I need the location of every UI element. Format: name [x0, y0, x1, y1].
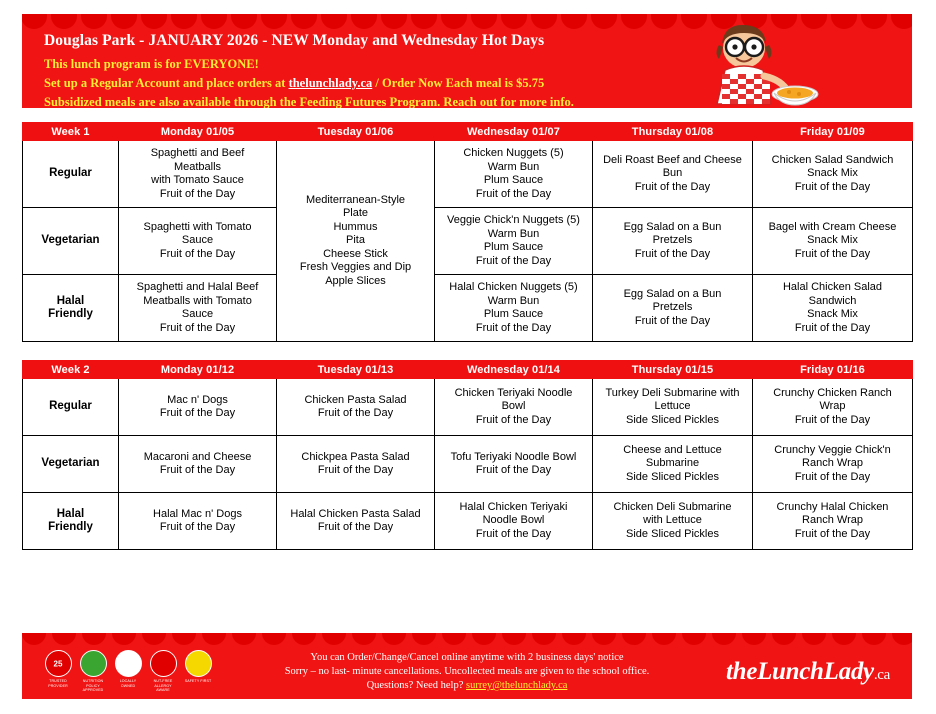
row-label-vegetarian: Vegetarian [23, 436, 119, 493]
menu-cell: Chicken Teriyaki Noodle Bowl Fruit of the Day [435, 379, 593, 436]
menu-cell: Macaroni and Cheese Fruit of the Day [119, 436, 277, 493]
menu-cell: Halal Chicken Salad Sandwich Snack Mix Fruit of the Day [753, 275, 913, 342]
menu-cell: Chickpea Pasta Salad Fruit of the Day [277, 436, 435, 493]
table-row [23, 436, 913, 493]
row-label-halal-friendly: Halal Friendly [23, 493, 119, 550]
week1-header-row [23, 123, 913, 141]
footer-line-1: You can Order/Change/Cancel online anytime with 2 business days' notice [310, 652, 624, 663]
footer-line-2: Sorry – no last- minute cancellations. Uncollected meals are given to the school office. [284, 666, 650, 677]
trusted-provider-icon: 25 [45, 650, 72, 677]
table-row [23, 493, 913, 550]
week2-header-monday: Monday 01/12 [119, 361, 277, 379]
menu-cell: Halal Chicken Nuggets (5) Warm Bun Plum Sauce Fruit of the Day [435, 275, 593, 342]
menu-cell: Chicken Salad Sandwich Snack Mix Fruit of the Day [753, 141, 913, 208]
page-title: Douglas Park - JANUARY 2026 - NEW Monday and Wednesday Hot Days [44, 32, 545, 49]
header-subtitle: This lunch program is for EVERYONE! [44, 57, 259, 71]
locally-owned-icon [115, 650, 142, 677]
table-row [23, 275, 913, 342]
trusted-provider-badge [44, 650, 72, 692]
week1-header-tuesday: Tuesday 01/06 [277, 123, 435, 141]
menu-cell: Chicken Deli Submarine with Lettuce Side Sliced Pickles [593, 493, 753, 550]
nut-free-allergy-aware-badge [149, 650, 177, 692]
menu-cell: Egg Salad on a Bun Pretzels Fruit of the Day [593, 275, 753, 342]
lunchlady-logo [726, 658, 890, 686]
menu-cell-tuesday-merged: Mediterranean-Style Plate Hummus Pita Cheese Stick Fresh Veggies and Dip Apple Slices [277, 141, 435, 342]
nutrition-caption: NUTRITION POLICY APPROVED [82, 679, 104, 693]
safety-first-icon [185, 650, 212, 677]
header-banner [22, 14, 912, 108]
menu-cell: Chicken Pasta Salad Fruit of the Day [277, 379, 435, 436]
week2-header-friday: Friday 01/16 [753, 361, 913, 379]
week1-header-thursday: Thursday 01/08 [593, 123, 753, 141]
week2-header-row [23, 361, 913, 379]
week2-header-thursday: Thursday 01/15 [593, 361, 753, 379]
trusted-provider-caption: TRUSTED PROVIDER [48, 679, 68, 688]
footer-banner [22, 633, 912, 699]
lunch-lady-mascot-icon [692, 22, 822, 108]
menu-cell: Veggie Chick'n Nuggets (5) Warm Bun Plum Sauce Fruit of the Day [435, 208, 593, 275]
header-subsidy-line: Subsidized meals are also available through the Feeding Futures Program. Reach out for more info. [44, 95, 574, 108]
week2-header-tuesday: Tuesday 01/13 [277, 361, 435, 379]
safety-first-badge [184, 650, 212, 692]
menu-cell: Spaghetti and Beef Meatballs with Tomato Sauce Fruit of the Day [119, 141, 277, 208]
scallop-edge-decoration-footer [22, 633, 912, 646]
week2-header-wednesday: Wednesday 01/14 [435, 361, 593, 379]
week1-header-week: Week 1 [23, 123, 119, 141]
logo-tld: .ca [873, 667, 890, 683]
table-row [23, 379, 913, 436]
menu-cell: Turkey Deli Submarine with Lettuce Side Sliced Pickles [593, 379, 753, 436]
locally-owned-caption: LOCALLY OWNED [119, 679, 137, 688]
menu-cell: Chicken Nuggets (5) Warm Bun Plum Sauce Fruit of the Day [435, 141, 593, 208]
header-account-prefix: Set up a Regular Account and place orders at [44, 76, 289, 90]
week1-menu-table [22, 122, 913, 342]
nutrition-policy-approved-badge [79, 650, 107, 692]
week1-header-monday: Monday 01/05 [119, 123, 277, 141]
logo-text: theLunchLady [726, 658, 874, 685]
header-account-suffix: / Order Now Each meal is $5.75 [372, 76, 545, 90]
week2-header-week: Week 2 [23, 361, 119, 379]
menu-cell: Crunchy Chicken Ranch Wrap Fruit of the Day [753, 379, 913, 436]
menu-cell: Spaghetti and Halal Beef Meatballs with Tomato Sauce Fruit of the Day [119, 275, 277, 342]
menu-cell: Crunchy Halal Chicken Ranch Wrap Fruit of the Day [753, 493, 913, 550]
menu-cell: Halal Mac n' Dogs Fruit of the Day [119, 493, 277, 550]
certification-badges [44, 650, 219, 692]
menu-cell: Tofu Teriyaki Noodle Bowl Fruit of the Day [435, 436, 593, 493]
table-row [23, 141, 913, 208]
menu-cell: Crunchy Veggie Chick'n Ranch Wrap Fruit of the Day [753, 436, 913, 493]
thelunchlady-link[interactable]: thelunchlady.ca [288, 76, 373, 90]
locally-owned-badge [114, 650, 142, 692]
footer-policy-text [252, 651, 682, 693]
header-text-block [44, 32, 684, 108]
menu-cell: Deli Roast Beef and Cheese Bun Fruit of the Day [593, 141, 753, 208]
footer-help-prefix: Questions? Need help? [366, 680, 467, 691]
menu-cell: Halal Chicken Teriyaki Noodle Bowl Fruit of the Day [435, 493, 593, 550]
week2-menu-table [22, 360, 913, 550]
row-label-vegetarian: Vegetarian [23, 208, 119, 275]
row-label-regular: Regular [23, 141, 119, 208]
menu-cell: Cheese and Lettuce Submarine Side Sliced Pickles [593, 436, 753, 493]
nutrition-icon [80, 650, 107, 677]
nut-free-icon [150, 650, 177, 677]
table-row [23, 208, 913, 275]
menu-cell: Bagel with Cream Cheese Snack Mix Fruit of the Day [753, 208, 913, 275]
menu-cell: Spaghetti with Tomato Sauce Fruit of the Day [119, 208, 277, 275]
row-label-regular: Regular [23, 379, 119, 436]
menu-cell: Egg Salad on a Bun Pretzels Fruit of the Day [593, 208, 753, 275]
week1-header-friday: Friday 01/09 [753, 123, 913, 141]
footer-line-3 [252, 679, 682, 693]
header-account-line [44, 76, 684, 91]
menu-cell: Halal Chicken Pasta Salad Fruit of the Day [277, 493, 435, 550]
row-label-halal-friendly: Halal Friendly [23, 275, 119, 342]
support-email-link[interactable]: surrey@thelunchlady.ca [466, 680, 568, 691]
week1-header-wednesday: Wednesday 01/07 [435, 123, 593, 141]
menu-cell: Mac n' Dogs Fruit of the Day [119, 379, 277, 436]
safety-first-caption: SAFETY FIRST [184, 679, 212, 683]
nut-free-caption: NUT-FREE ALLERGY AWARE [153, 679, 173, 693]
